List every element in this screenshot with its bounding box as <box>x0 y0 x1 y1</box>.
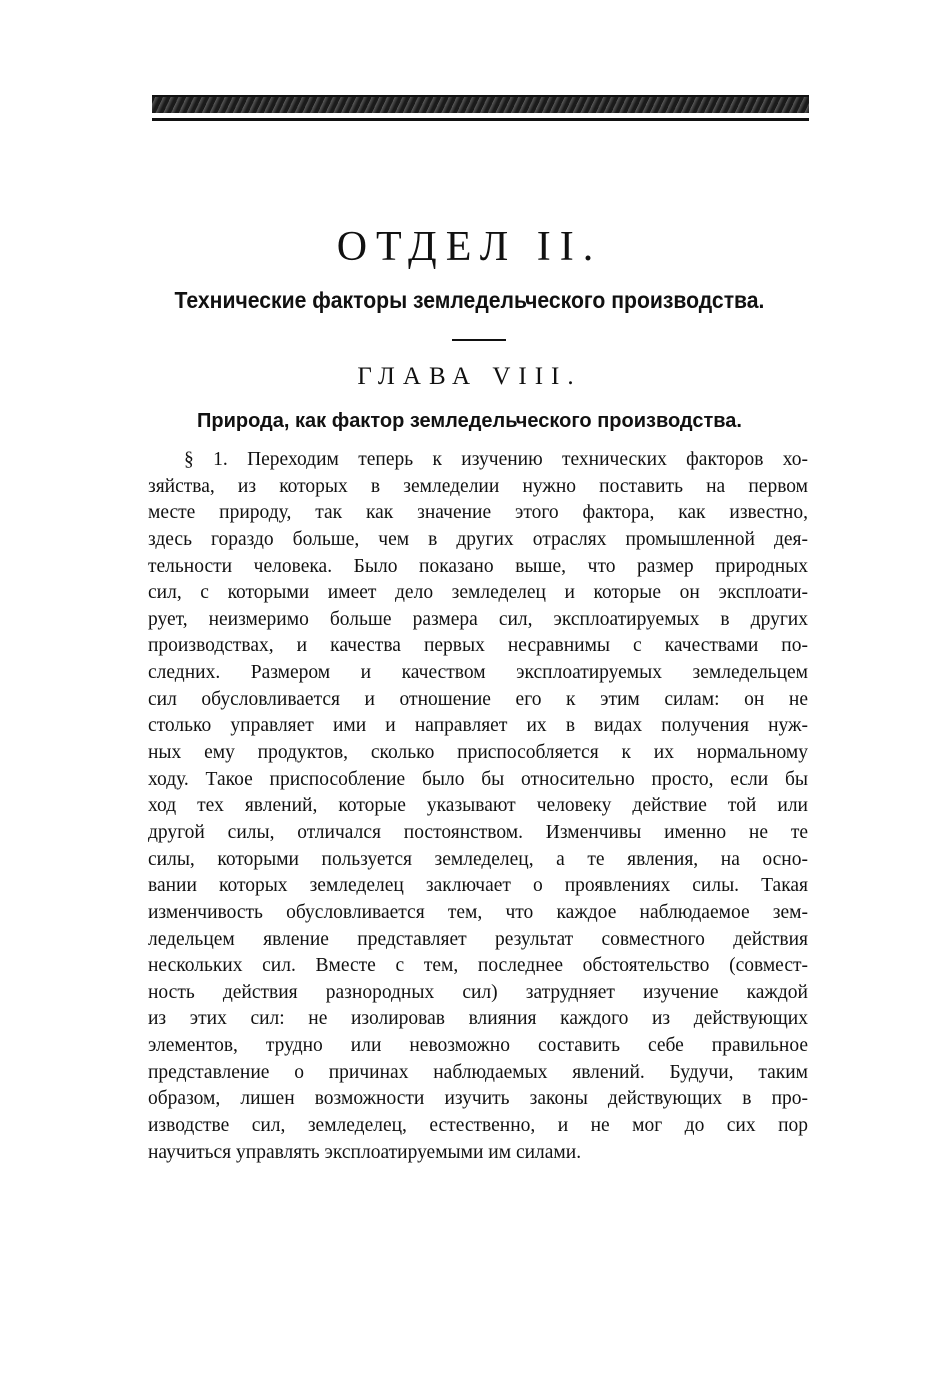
body-paragraph <box>148 447 808 1166</box>
text-line: элементов, трудно или невозможно составить себе правильное <box>148 1035 808 1057</box>
text-line: сил обусловливается и отношение его к этим силам: он не <box>148 688 808 710</box>
text-line: нескольких сил. Вместе с тем, последнее обстоятельство (совмест- <box>148 955 808 977</box>
section-title: ОТДЕЛ II. <box>336 224 603 270</box>
text-line: вании которых земледелец заключает о проявлениях силы. Такая <box>148 875 808 897</box>
text-line: тельности человека. Было показано выше, что размер природных <box>148 555 808 577</box>
text-line: здесь гораздо больше, чем в других отраслях промышленной дея- <box>148 528 808 550</box>
ornamental-header-band <box>152 95 809 113</box>
text-line: научиться управлять эксплоатируемыми им силами. <box>148 1141 582 1163</box>
text-line: из этих сил: не изолировав влияния каждого из действующих <box>148 1008 808 1030</box>
text-line: ных ему продуктов, сколько приспособляется к их нормальному <box>148 742 808 764</box>
text-line: ледельцем явление представляет результат совместного действия <box>148 928 808 950</box>
title-divider <box>452 339 506 341</box>
text-line: ность действия разнородных сил) затрудняет изучение каждой <box>148 981 808 1003</box>
header-rule <box>152 118 809 121</box>
text-line: изводстве сил, земледелец, естественно, и не мог до сих пор <box>148 1115 808 1137</box>
text-line: сил, с которыми имеет дело земледелец и которые он эксплоати- <box>148 582 808 604</box>
text-line: ход тех явлений, которые указывают человеку действие той или <box>148 795 808 817</box>
text-line: изменчивость обусловливается тем, что каждое наблюдаемое зем- <box>148 901 808 923</box>
text-line: столько управляет ими и направляет их в видах получения нуж- <box>148 715 808 737</box>
text-line: месте природу, так как значение этого фактора, как известно, <box>148 502 808 524</box>
text-line: следних. Размером и качеством эксплоатируемых земледельцем <box>148 662 808 684</box>
text-line: ходу. Такое приспособление было бы относительно просто, если бы <box>148 768 808 790</box>
text-line: другой силы, отличался постоянством. Изменчивы именно не те <box>148 821 808 843</box>
chapter-title: ГЛАВА VIII. <box>357 363 582 390</box>
text-line: представление о причинах наблюдаемых явлений. Будучи, таким <box>148 1061 808 1083</box>
text-line: § 1. Переходим теперь к изучению технических факторов хо- <box>184 449 808 470</box>
text-line: силы, которыми пользуется земледелец, а те явления, на осно- <box>148 848 808 870</box>
text-line: зяйства, из которых в земледелии нужно поставить на первом <box>148 475 808 497</box>
text-line: рует, неизмеримо больше размера сил, эксплоатируемых в других <box>148 608 808 630</box>
section-subtitle: Технические факторы земледельческого производства. <box>174 287 765 313</box>
text-line: образом, лишен возможности изучить законы действующих в про- <box>148 1088 808 1110</box>
text-line: производствах, и качества первых несравнимы с качествами по- <box>148 635 808 657</box>
chapter-subtitle: Природа, как фактор земледельческого производства. <box>197 410 742 432</box>
